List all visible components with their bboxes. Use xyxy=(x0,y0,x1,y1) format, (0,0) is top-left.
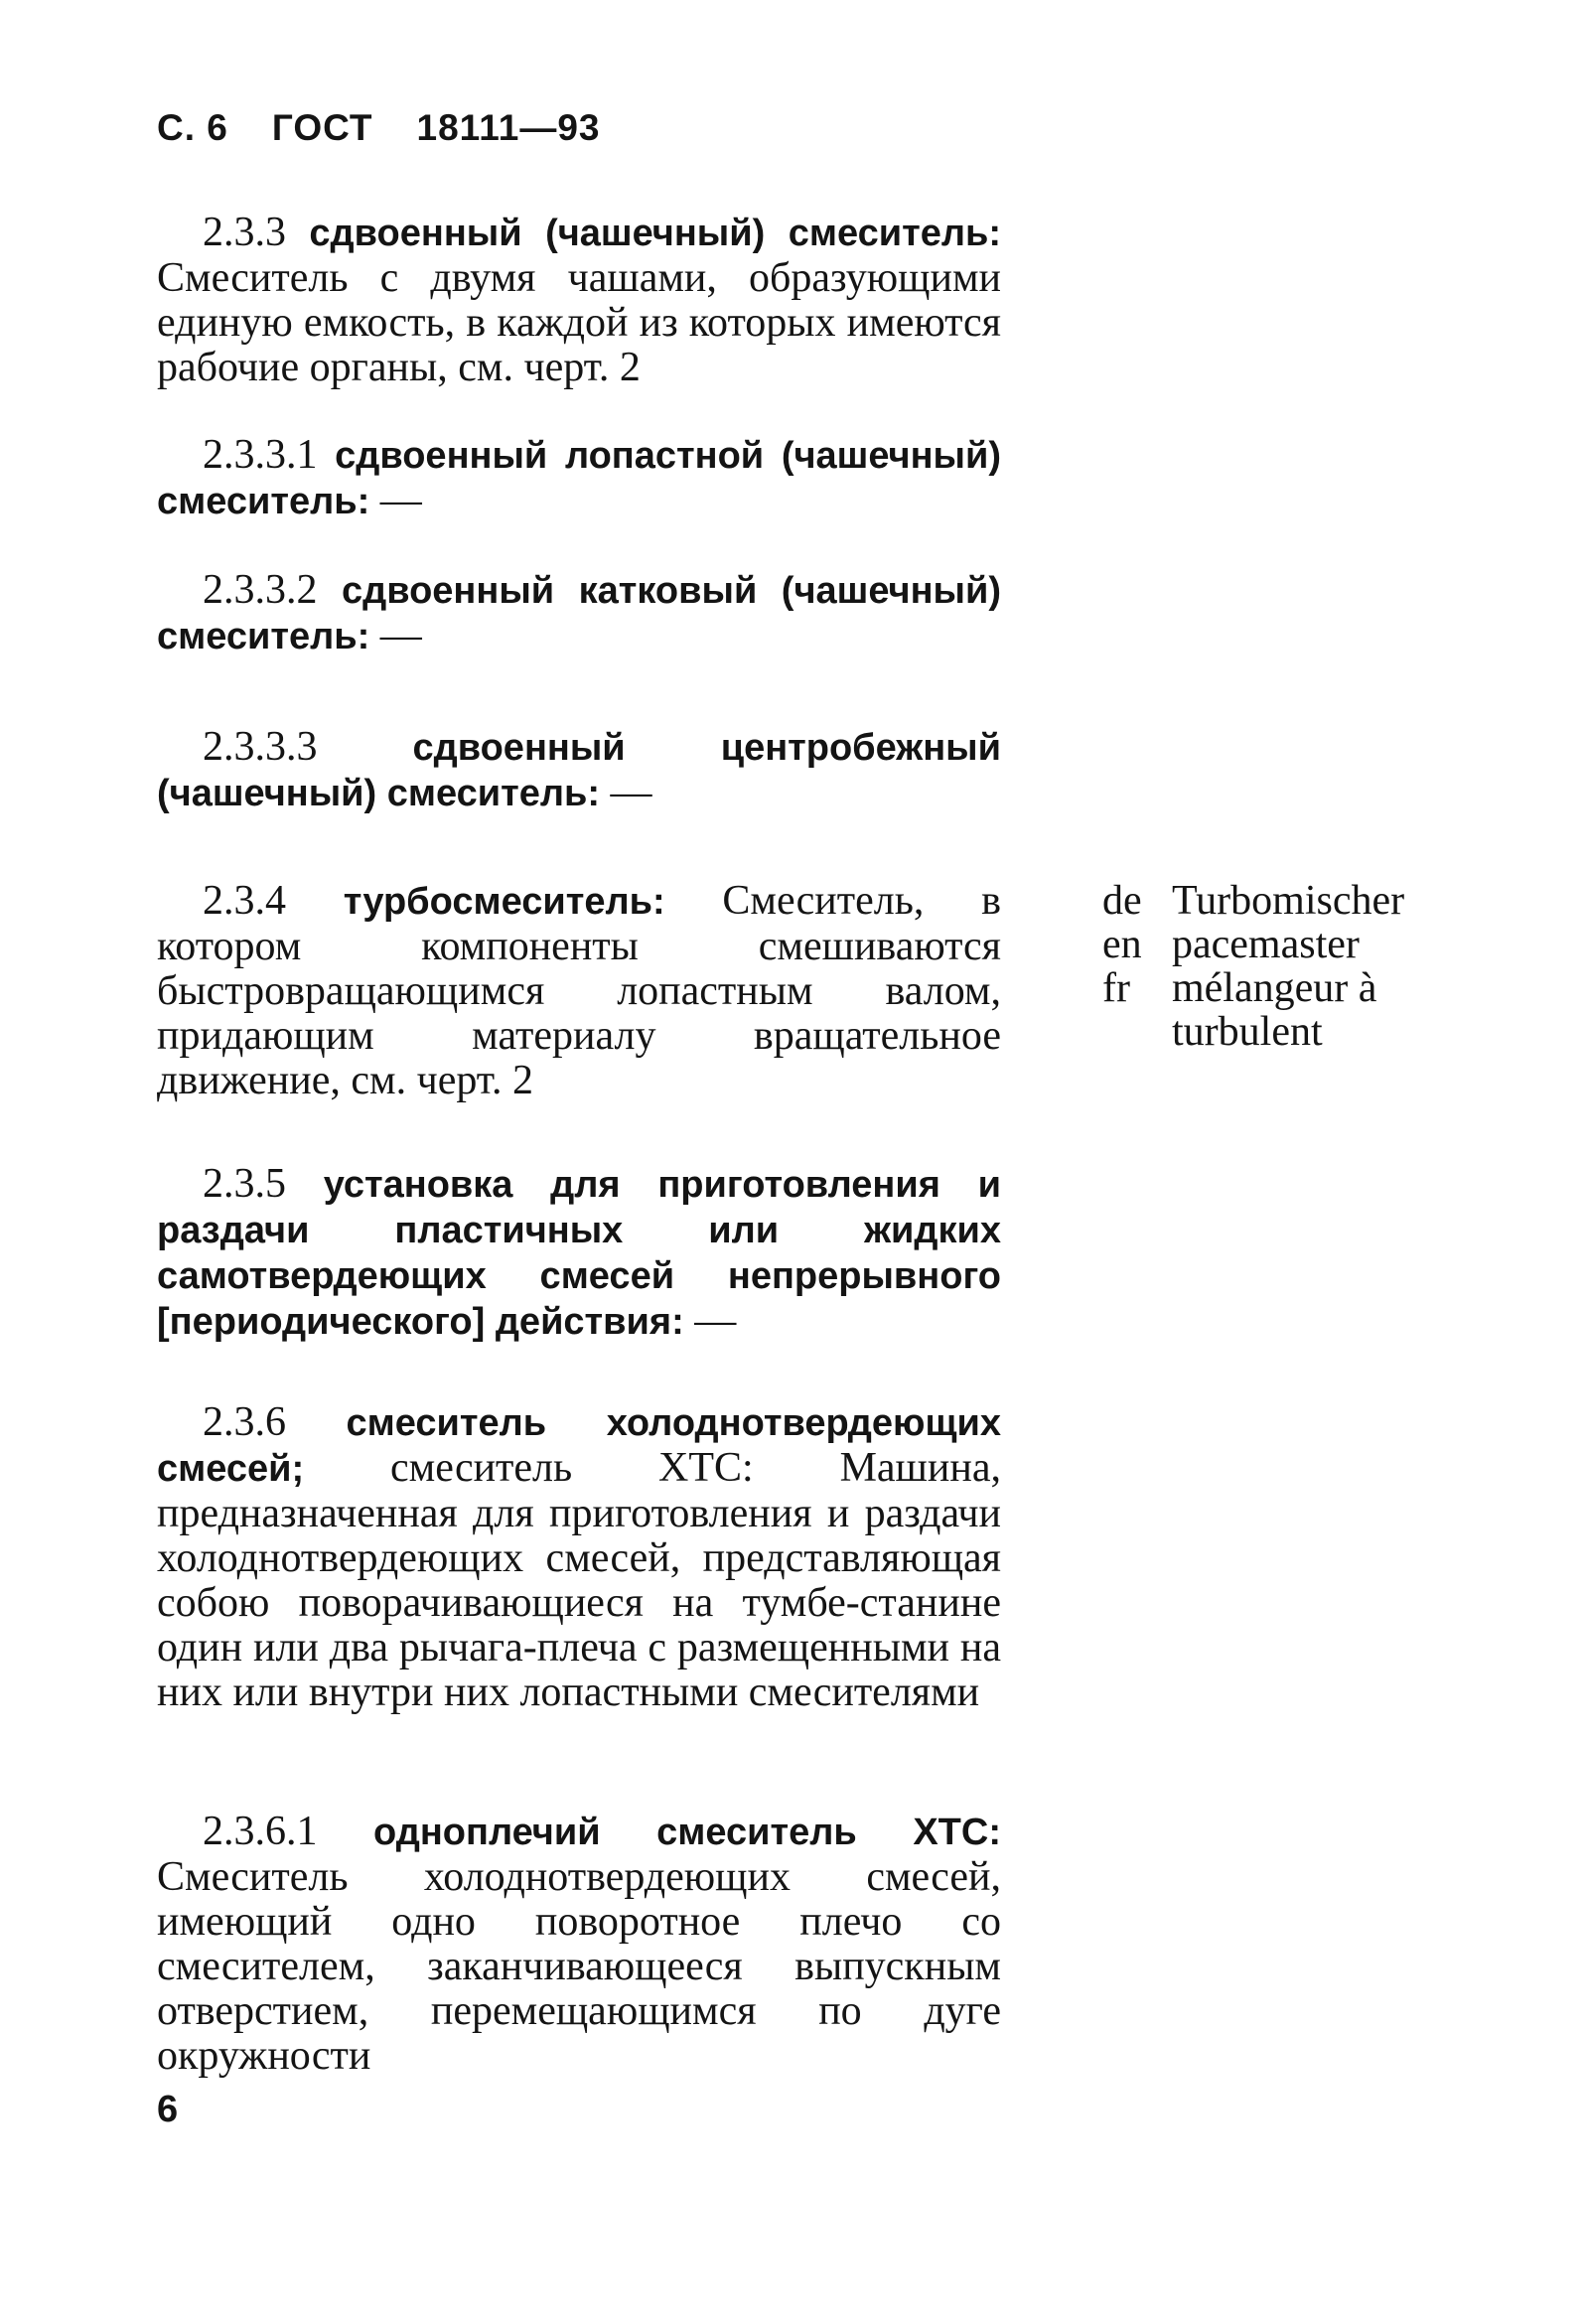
page-label: С. 6 xyxy=(157,107,228,148)
equivalent-term: Turbomischer xyxy=(1172,878,1405,924)
entry-number: 2.3.5 xyxy=(203,1161,286,1207)
entry-2-3-6-1 xyxy=(157,1810,1001,2079)
entry-definition: — xyxy=(369,478,422,523)
entry-definition: — xyxy=(369,613,422,658)
entry-2-3-4 xyxy=(157,879,1001,1103)
foreign-equivalents xyxy=(1102,879,1404,1054)
standard-label: ГОСТ xyxy=(271,107,373,148)
entry-term: сдвоенный (чашечный) смеситель: xyxy=(309,213,1001,254)
entry-2-3-3 xyxy=(157,211,1001,390)
entry-term: смеситель холоднотвердеющих смесей; xyxy=(157,1402,1002,1490)
entry-definition: смеситель ХТС: Машина, предназначенная для приготовления и раздачи холоднотвердеющих смесей, представляющая собою поворачивающиеся на тумбе-станине один или два рычага-плеча с размещенными на них или внутри них лопастными смесителями xyxy=(157,1445,1001,1715)
equivalent-en xyxy=(1102,923,1404,966)
equivalent-fr-continuation: turbulent xyxy=(1172,1009,1323,1055)
entry-number: 2.3.3.2 xyxy=(203,567,318,613)
entry-number: 2.3.3.1 xyxy=(203,432,318,478)
entry-2-3-5 xyxy=(157,1162,1001,1345)
entry-term: сдвоенный лопастной (чашечный) смеситель: xyxy=(157,435,1002,522)
entry-number: 2.3.4 xyxy=(203,878,286,924)
entry-2-3-3-1 xyxy=(157,433,1001,524)
lang-code: fr xyxy=(1102,965,1130,1011)
standard-number: 18111—93 xyxy=(416,107,601,148)
equivalent-term: mélangeur à xyxy=(1172,965,1377,1011)
page-number: 6 xyxy=(157,2089,179,2130)
entry-number: 2.3.6.1 xyxy=(203,1809,318,1854)
entry-2-3-3-3 xyxy=(157,725,1001,816)
equivalent-de xyxy=(1102,879,1404,923)
entry-number: 2.3.6 xyxy=(203,1399,286,1445)
page-header xyxy=(157,107,601,149)
entry-2-3-3-2 xyxy=(157,568,1001,659)
equivalent-fr xyxy=(1102,966,1404,1010)
lang-code: en xyxy=(1102,922,1142,967)
entry-term: сдвоенный катковый (чашечный) смеситель: xyxy=(157,570,1001,657)
entry-term: турбосмеситель: xyxy=(343,881,665,923)
entry-definition: — xyxy=(600,770,652,815)
entry-number: 2.3.3.3 xyxy=(203,724,318,770)
entry-term: одноплечий смеситель ХТС: xyxy=(373,1812,1001,1853)
entry-number: 2.3.3 xyxy=(203,210,286,255)
entry-term: сдвоенный центробежный (чашечный) смеситель: xyxy=(157,727,1001,814)
entry-definition: Смеситель с двумя чашами, образующими единую емкость, в каждой из которых имеются рабочие органы, см. черт. 2 xyxy=(157,255,1001,390)
entry-definition: — xyxy=(683,1298,737,1344)
entry-definition: Смеситель холоднотвердеющих смесей, имеющий одно поворотное плечо со смесителем, заканчивающееся выпускным отверстием, перемещающимся по дуге окружности xyxy=(157,1854,1001,2079)
entry-definition: Смеситель, в котором компоненты смешиваются быстровращающимся лопастным валом, придающим материалу вращательное движение, см. черт. 2 xyxy=(157,878,1001,1103)
equivalent-term: pacemaster xyxy=(1172,922,1360,967)
lang-code: de xyxy=(1102,878,1142,924)
entry-2-3-6 xyxy=(157,1400,1001,1715)
entry-term: установка для приготовления и раздачи пластичных или жидких самотвердеющих смесей непрерывного [периодического] действия: xyxy=(157,1164,1002,1343)
